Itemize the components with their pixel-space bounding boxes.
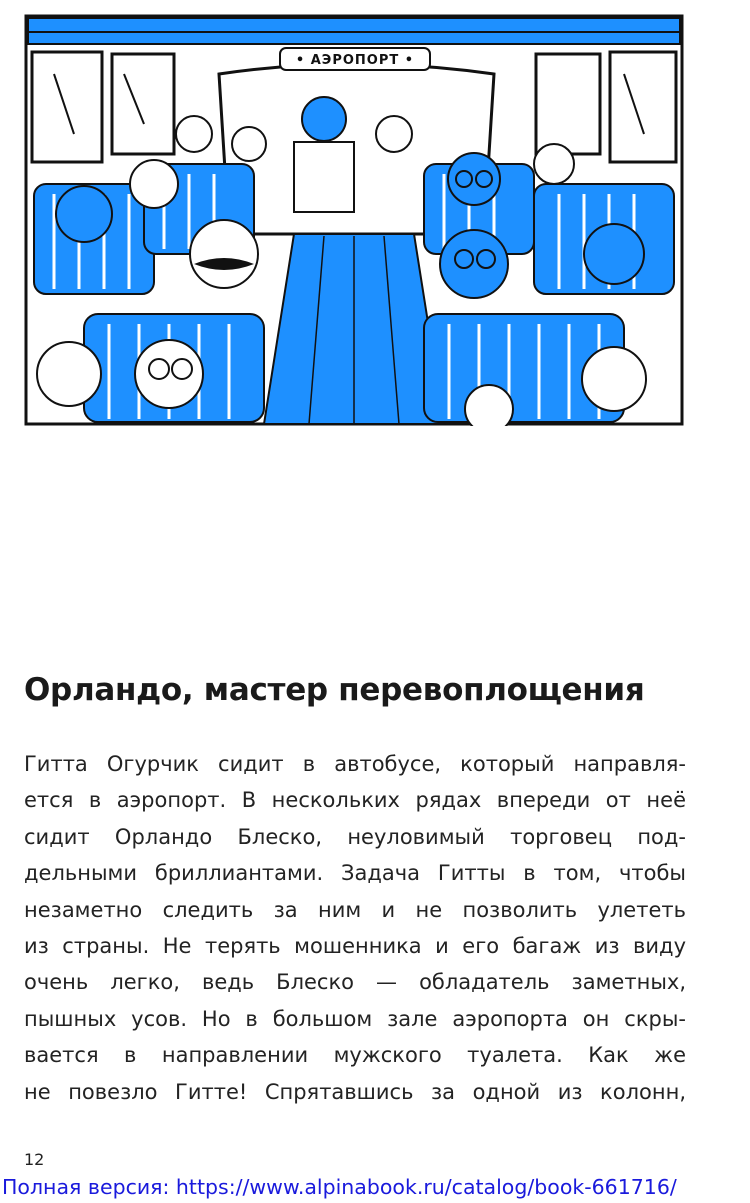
bus-interior-drawing (24, 14, 684, 426)
airport-sign: • АЭРОПОРТ • (295, 53, 415, 68)
text-line: Гитта Огурчик сидит в автобусе, который направля- (24, 752, 686, 776)
page-number: 12 (24, 1150, 45, 1169)
chapter-text (24, 746, 686, 1110)
text-line: дельными бриллиантами. Задача Гитты в том, чтобы (24, 861, 686, 886)
text-line: пышных усов. Но в большом зале аэропорта он скры- (24, 1006, 686, 1031)
text-line: сидит Орландо Блеско, неуловимый торговец под- (24, 824, 686, 849)
chapter-title: Орландо, мастер перевоплощения (24, 672, 645, 708)
text-line: не повезло Гитте! Спрятавшись за одной из колонн, (24, 1079, 686, 1104)
text-line: из страны. Не терять мошенника и его багаж из виду (24, 933, 686, 958)
bus-illustration (24, 14, 684, 426)
text-line: очень легко, ведь Блеско — обладатель заметных, (24, 970, 686, 995)
text-line: ется в аэропорт. В нескольких рядах впереди от неё (24, 788, 686, 813)
full-version-link[interactable]: Полная версия: https://www.alpinabook.ru/catalog/book-661716/ (2, 1175, 677, 1199)
text-line: вается в направлении мужского туалета. Как же (24, 1043, 686, 1068)
text-line: незаметно следить за ним и не позволить улететь (24, 897, 686, 922)
